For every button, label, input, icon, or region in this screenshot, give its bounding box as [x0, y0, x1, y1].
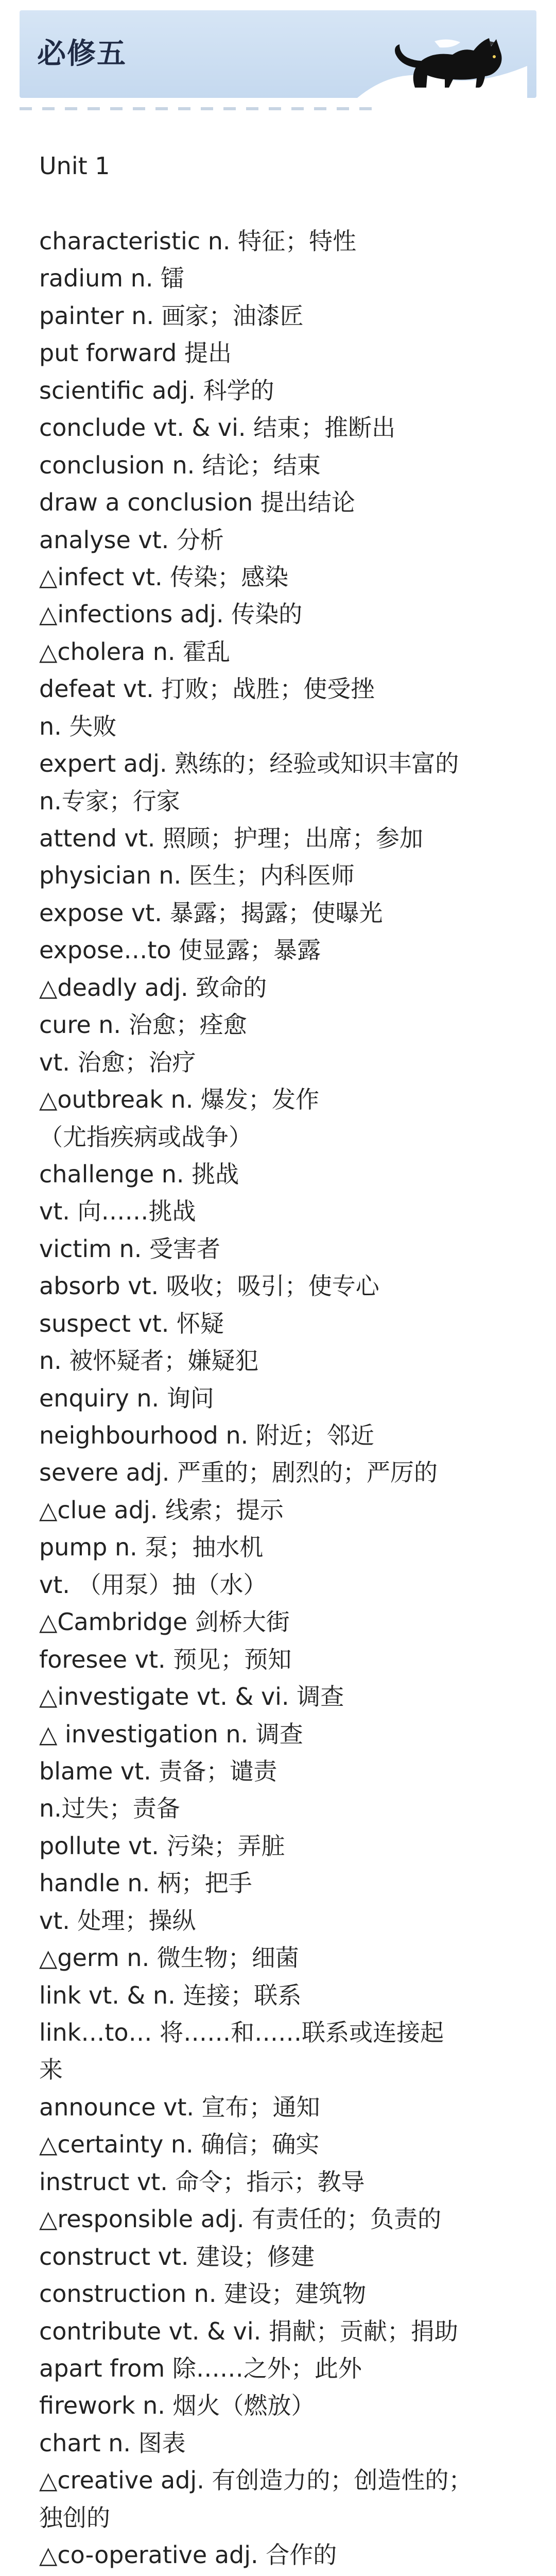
list-item: △co-operative adj. 合作的: [39, 2541, 337, 2569]
list-item: △infections adj. 传染的: [39, 600, 303, 629]
list-item: vt. （用泵）抽（水）: [39, 1570, 267, 1599]
list-item: contribute vt. & vi. 捐献；贡献；捐助: [39, 2317, 458, 2345]
list-item: pump n. 泵；抽水机: [39, 1533, 264, 1562]
list-item: n.过失；责备: [39, 1794, 180, 1823]
list-item: attend vt. 照顾；护理；出席；参加: [39, 824, 424, 852]
list-item: instruct vt. 命令；指示；教导: [39, 2167, 365, 2196]
list-item: radium n. 镭: [39, 264, 185, 293]
page-title: 必修五: [37, 37, 127, 71]
divider: [20, 107, 380, 110]
list-item: blame vt. 责备；谴责: [39, 1757, 277, 1785]
list-item: neighbourhood n. 附近；邻近: [39, 1421, 374, 1449]
list-item: physician n. 医生；内科医师: [39, 861, 355, 890]
list-item: vt. 处理；操纵: [39, 1906, 196, 1935]
list-item: absorb vt. 吸收；吸引；使专心: [39, 1272, 379, 1300]
list-item: △cholera n. 霍乱: [39, 637, 231, 666]
list-item: chart n. 图表: [39, 2429, 186, 2457]
list-item: defeat vt. 打败；战胜；使受挫: [39, 675, 375, 703]
list-item: expose vt. 暴露；揭露；使曝光: [39, 899, 383, 927]
vocabulary-list: [39, 223, 544, 2576]
list-item: pollute vt. 污染；弄脏: [39, 1832, 285, 1860]
list-item: expert adj. 熟练的；经验或知识丰富的: [39, 750, 459, 778]
list-item: △germ n. 微生物；细菌: [39, 1944, 299, 1972]
list-item: △certainty n. 确信；确实: [39, 2130, 320, 2159]
list-item: conclude vt. & vi. 结束；推断出: [39, 414, 396, 442]
header-banner: [20, 10, 536, 98]
list-item: victim n. 受害者: [39, 1234, 220, 1263]
list-item: enquiry n. 询问: [39, 1384, 214, 1412]
unit-heading: Unit 1: [39, 152, 110, 180]
list-item: △responsible adj. 有责任的；负责的: [39, 2205, 442, 2233]
list-item: △creative adj. 有创造力的；创造性的；: [39, 2466, 473, 2495]
list-item: link…to… 将……和……联系或连接起: [39, 2019, 444, 2046]
list-item: put forward 提出: [39, 339, 232, 367]
list-item: handle n. 柄；把手: [39, 1869, 252, 1897]
list-item: draw a conclusion 提出结论: [39, 488, 355, 517]
list-item: vt. 治愈；治疗: [39, 1048, 196, 1076]
list-item: cure n. 治愈；痊愈: [39, 1011, 247, 1039]
list-item: challenge n. 挑战: [39, 1160, 239, 1188]
list-item: 独创的: [39, 2503, 110, 2532]
list-item: characteristic n. 特征；特性: [39, 227, 357, 255]
list-item: conclusion n. 结论；结束: [39, 451, 321, 479]
list-item: analyse vt. 分析: [39, 526, 224, 554]
list-item: suspect vt. 怀疑: [39, 1309, 224, 1337]
list-item: 来: [39, 2056, 63, 2084]
list-item: announce vt. 宣布；通知: [39, 2093, 320, 2121]
list-item: link vt. & n. 连接；联系: [39, 1981, 302, 2009]
list-item: construction n. 建设；建筑物: [39, 2280, 367, 2308]
list-item: △investigate vt. & vi. 调查: [39, 1683, 344, 1711]
list-item: △ investigation n. 调查: [39, 1720, 303, 1748]
list-item: △outbreak n. 爆发；发作: [39, 1086, 319, 1114]
list-item: n. 失败: [39, 712, 117, 740]
list-item: vt. 向……挑战: [39, 1197, 196, 1226]
list-item: expose…to 使显露；暴露: [39, 936, 321, 964]
list-item: △deadly adj. 致命的: [39, 973, 267, 1002]
list-item: △infect vt. 传染；感染: [39, 563, 289, 591]
list-item: apart from 除……之外；此外: [39, 2354, 362, 2382]
list-item: （尤指疾病或战争）: [39, 1123, 252, 1151]
list-item: painter n. 画家；油漆匠: [39, 301, 304, 330]
list-item: construct vt. 建设；修建: [39, 2242, 315, 2270]
list-item: foresee vt. 预见；预知: [39, 1645, 292, 1673]
list-item: [39, 2574, 544, 2576]
list-item: △clue adj. 线索；提示: [39, 1496, 284, 1524]
list-item: firework n. 烟火（燃放）: [39, 2392, 315, 2420]
cat-icon: [357, 10, 527, 98]
list-item: n.专家；行家: [39, 787, 180, 815]
list-item: scientific adj. 科学的: [39, 376, 274, 404]
list-item: n. 被怀疑者；嫌疑犯: [39, 1347, 259, 1375]
list-item: severe adj. 严重的；剧烈的；严厉的: [39, 1459, 438, 1487]
list-item: △Cambridge 剑桥大街: [39, 1608, 290, 1636]
